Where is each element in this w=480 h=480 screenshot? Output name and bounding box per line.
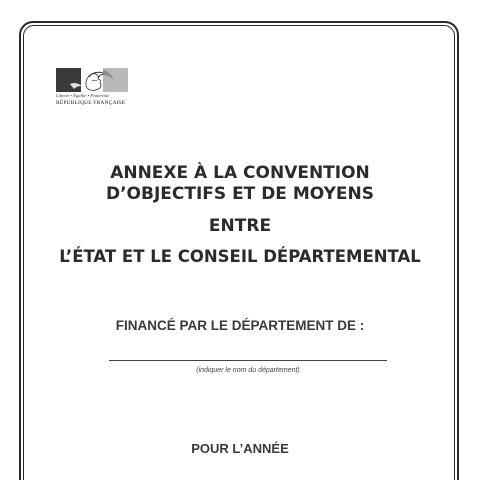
logo-motto: Liberté • Égalité • Fraternité bbox=[56, 93, 110, 98]
department-name-field[interactable] bbox=[109, 360, 387, 361]
title-line-1: ANNEXE À LA CONVENTION bbox=[110, 163, 370, 183]
marianne-emblem-icon bbox=[56, 68, 128, 92]
logo-republic-name: RÉPUBLIQUE FRANÇAISE bbox=[56, 100, 126, 106]
title-line-3: ENTRE bbox=[208, 216, 272, 236]
title-line-2: D’OBJECTIFS ET DE MOYENS bbox=[105, 184, 374, 204]
title-line-4: L’ÉTAT ET LE CONSEIL DÉPARTEMENTAL bbox=[59, 247, 421, 266]
republique-francaise-logo bbox=[56, 68, 128, 110]
department-field-hint: (indiquer le nom du département) bbox=[196, 367, 300, 374]
financed-by-label: FINANCÉ PAR LE DÉPARTEMENT DE : bbox=[115, 318, 365, 333]
year-label: POUR L’ANNÉE bbox=[191, 441, 289, 456]
